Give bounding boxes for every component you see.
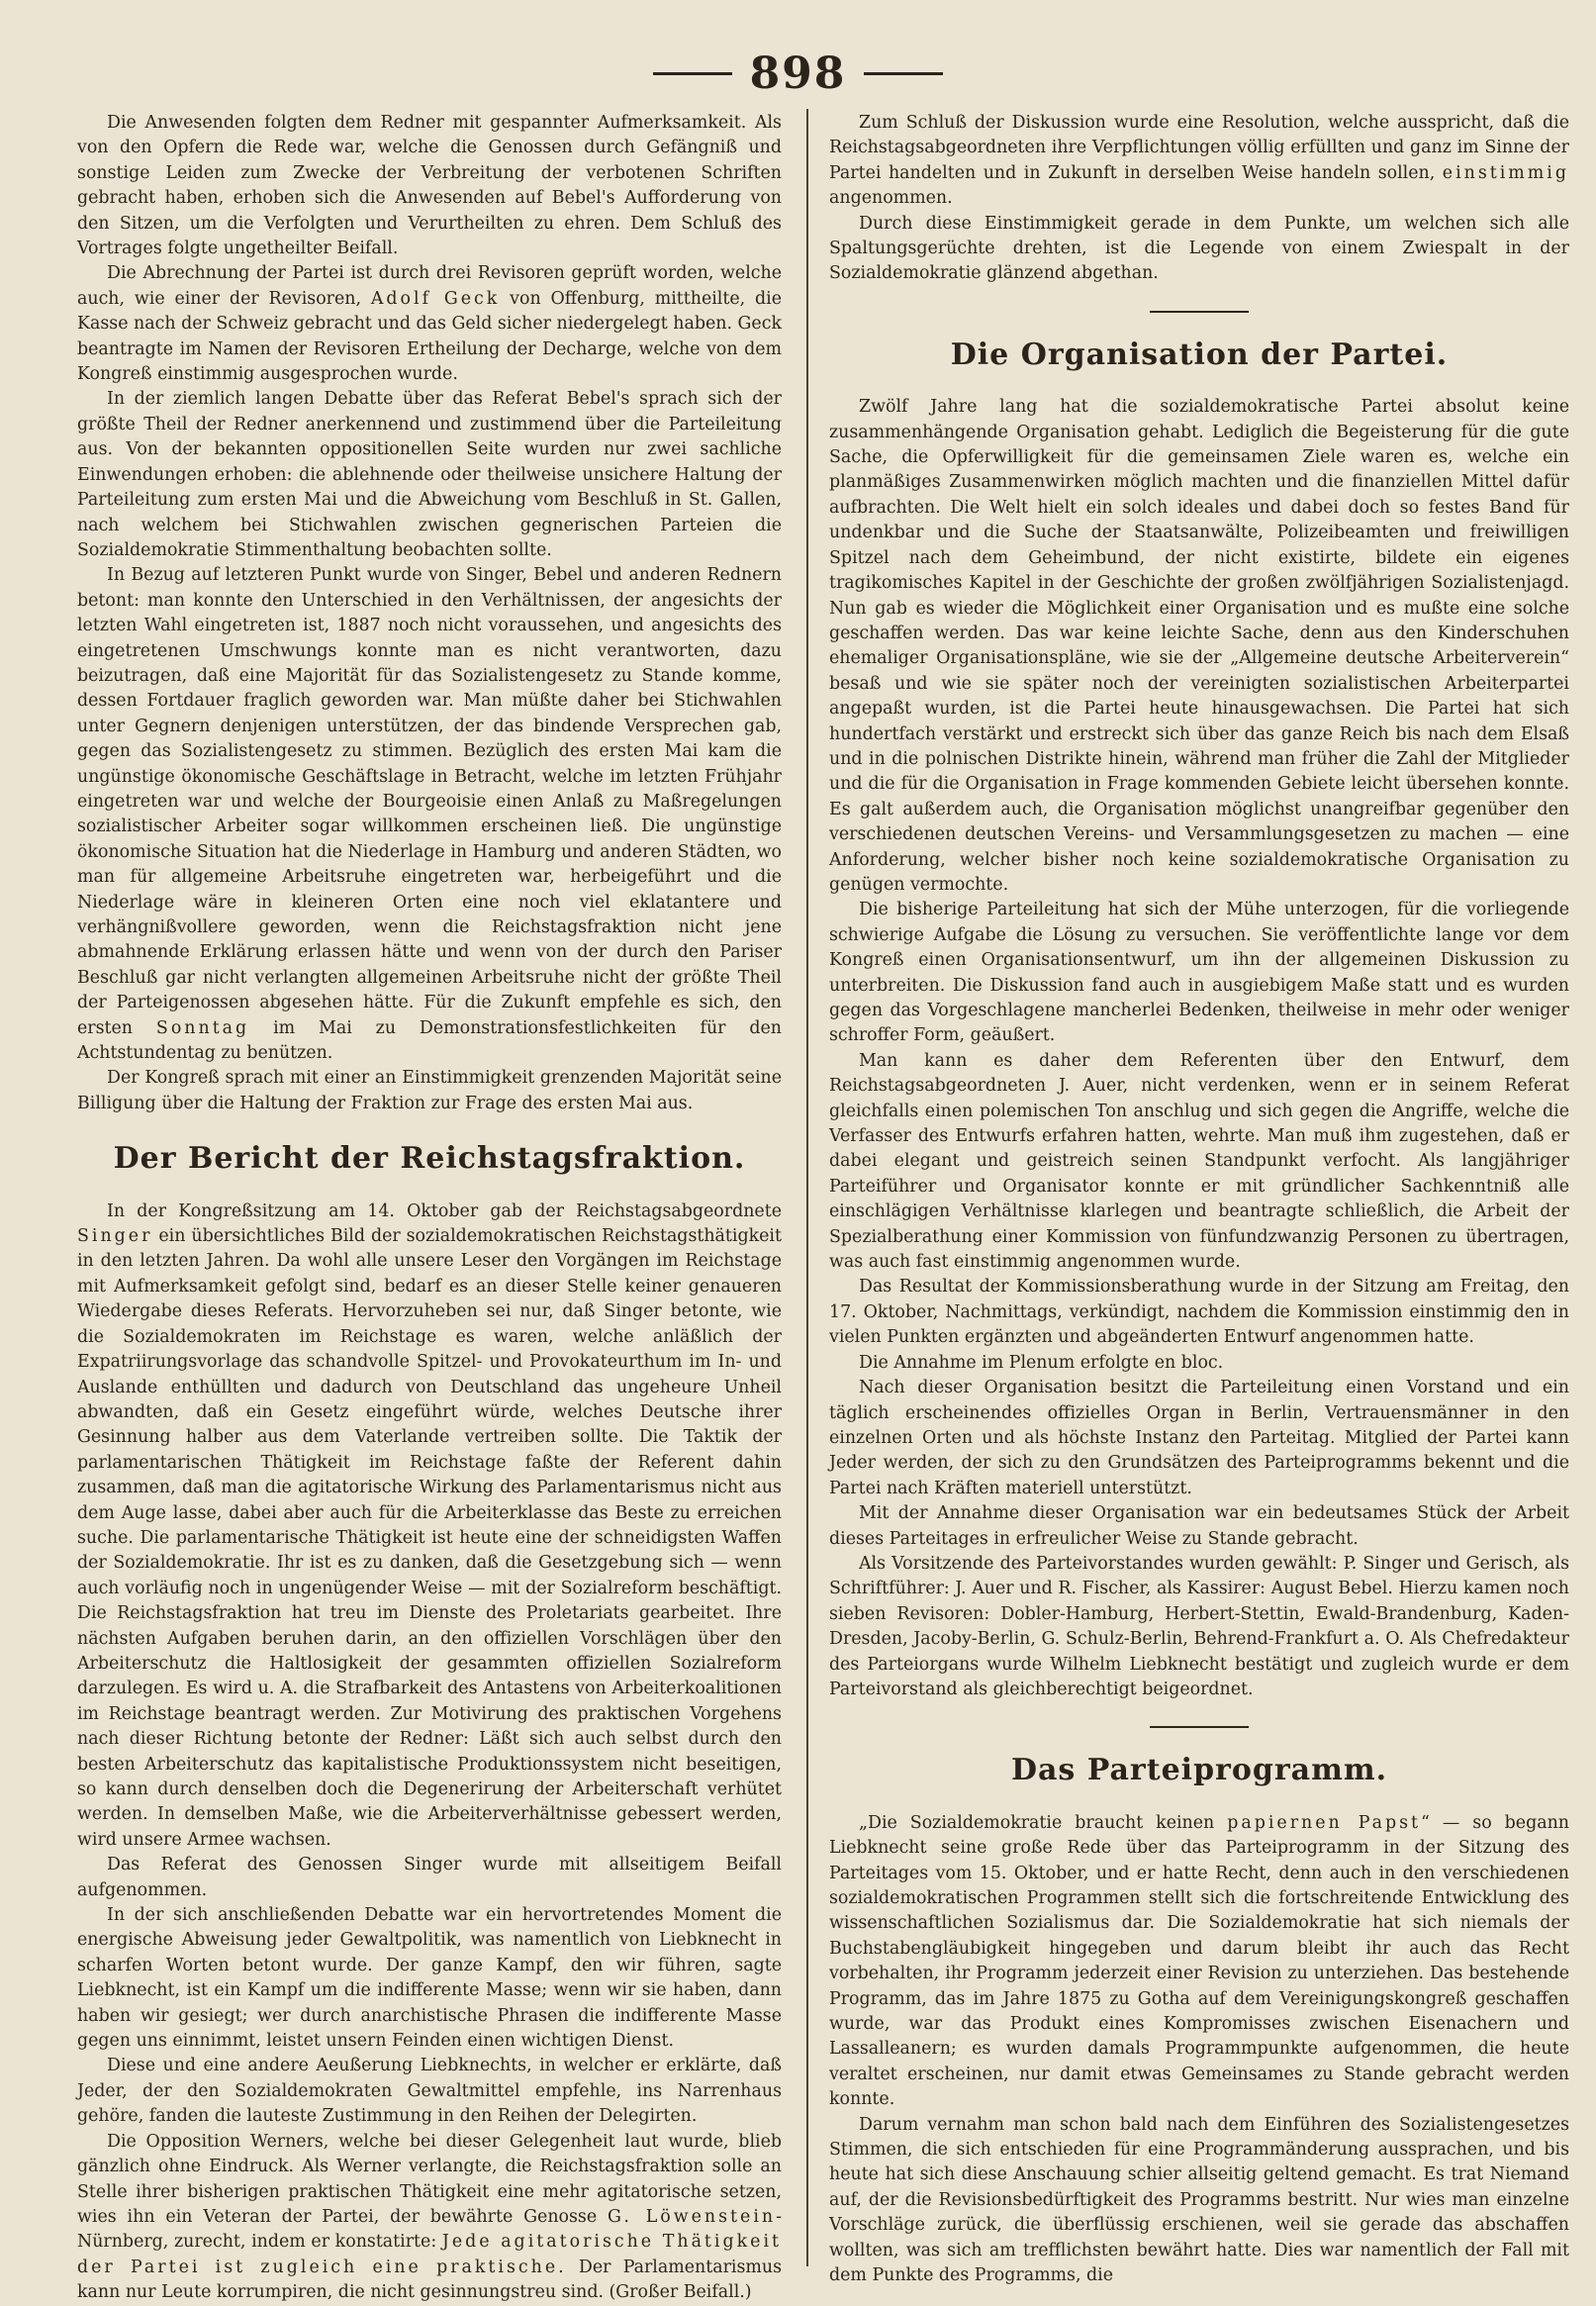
quote-spaced: Jede agitatorische Thätigkeit der Partei ist zugleich eine praktische. xyxy=(77,2232,782,2277)
paragraph: Die Opposition Werners, welche bei dieser Gelegenheit laut wurde, blieb gänzlich ohne Eindruck. Als Werner verlangte, die Reichstagsfraktion solle an Stelle ihrer bisherigen praktischen Thätigkeit eine mehr agitatorische setzen, wies ihn ein Veteran der Partei, der bewährte Genosse G. Löwenstein-Nürnberg, zurecht, indem er konstatirte: Jede agitatorische Thätigkeit der Partei ist zugleich eine praktische. Der Parlamentarismus kann nur Leute korrumpiren, die nicht gesinnungstreu sind. (Großer Beifall.) xyxy=(77,2131,782,2303)
section-separator xyxy=(1150,311,1249,313)
paragraph: Die bisherige Parteileitung hat sich der Mühe unterzogen, für die vorliegende schwierige Aufgabe die Lösung zu versuchen. Sie veröffentlichte lange vor dem Kongreß einen Organisationsentwurf, um ihn der allgemeinen Diskussion zu unterbreiten. Die Diskussion fand auch in ausgiebigem Maße statt und es wurden gegen das Vorgeschlagene mancherlei Bedenken, theilweise in mehr oder weniger schroffer Form, geäußert. xyxy=(829,900,1569,1046)
emphasis-spaced: Sonntag xyxy=(155,1017,250,1038)
section-heading: Das Parteiprogramm. xyxy=(1010,1753,1388,1788)
paragraph: Als Vorsitzende des Parteivorstandes wurden gewählt: P. Singer und Gerisch, als Schriftführer: J. Auer und R. Fischer, als Kassirer: August Bebel. Hierzu kamen noch sieben Revisoren: Dobler-Hamburg, Herbert-Stettin, Ewald-Brandenburg, Kaden-Dresden, Jacoby-Berlin, G. Schulz-Berlin, Behrend-Frankfurt a. O. Als Chefredakteur des Parteiorgans wurde Wilhelm Liebknecht bestätigt und zugleich wurde er dem Parteivorstand als gleichberechtigt beigeordnet. xyxy=(829,1553,1569,1699)
paragraph: Mit der Annahme dieser Organisation war ein bedeutsames Stück der Arbeit dieses Parteitages in erfreulicher Weise zu Stande gebracht. xyxy=(829,1503,1569,1549)
paragraph: In der sich anschließenden Debatte war ein hervortretendes Moment die energische Abweisung jeder Gewaltpolitik, was namentlich von Liebknecht in scharfen Worten betont wurde. Der ganze Kampf, den wir führen, sagte Liebknecht, ist ein Kampf um die indifferente Masse; wenn wir sie haben, dann haben wir gesiegt; wer durch anarchistische Phrasen die indifferente Masse gegen uns einnimmt, leistet unsern Feinden einen wichtigen Dienst. xyxy=(77,1905,782,2052)
column-divider xyxy=(806,109,808,2266)
paragraph: Diese und eine andere Aeußerung Liebknechts, in welcher er erklärte, daß Jeder, der den Sozialdemokraten Gewaltmittel empfehle, ins Narrenhaus gehöre, fanden die lauteste Zustimmung in den Reihen der Delegirten. xyxy=(77,2056,782,2127)
paragraph: Darum vernahm man schon bald nach dem Einführen des Sozialistengesetzes Stimmen, die sich entschieden für eine Programmänderung aussprachen, und bis heute hat sich diese Anschauung schier allseitig geltend gemacht. Es trat Niemand auf, der die Revisionsbedürftigkeit des Programms bestritt. Nur wies man einzelne Vorschläge zurück, die überflüssig erschienen, weil sie gerade das abschaffen wollten, was sich am trefflichsten bewährt hatte. Dies war namentlich der Fall mit dem Punkte des Programms, die xyxy=(829,2114,1569,2286)
paragraph: In der Kongreßsitzung am 14. Oktober gab der Reichstagsabgeordnete Singer ein übersichtliches Bild der sozialdemokratischen Reichstagsthätigkeit in den letzten Jahren. Da wohl alle unsere Leser den Vorgängen im Reichstage mit Aufmerksamkeit gefolgt sind, bedarf es an dieser Stelle keiner genaueren Wiedergabe dieses Referats. Hervorzuheben sei nur, daß Singer betonte, wie die Sozialdemokraten im Reichstage es waren, welche anläßlich der Expatriirungsvorlage das schandvolle Spitzel- und Provokateurthum im In- und Auslande enthüllten und dadurch von Deutschland das ungeheure Unheil abwandten, daß ein Gesetz eingeführt würde, welches Deutsche ihrer Gesinnung halber aus dem Vaterlande vertreiben sollte. Die Taktik der parlamentarischen Thätigkeit im Reichstage faßte der Referent dahin zusammen, daß man die agitatorische Wirkung des Parlamentarismus nicht aus dem Auge lasse, dabei aber auch für die Arbeiterklasse das Beste zu erreichen suche. Die parlamentarische Thätigkeit ist heute eine der schneidigsten Waffen der Sozialdemokratie. Ihr ist es zu danken, daß die Gesetzgebung sich — wenn auch vorläufig noch in ungenügender Weise — mit der Sozialreform beschäftigt. Die Reichstagsfraktion hat treu im Dienste des Proletariats gearbeitet. Ihre nächsten Aufgaben beruhen darin, an den offiziellen Vorschlägen über den Arbeiterschutz die Haltlosigkeit der gesammten offiziellen Sozialreform darzulegen. Es wird u. A. die Strafbarkeit des Antastens von Arbeiterkoalitionen im Reichstage beantragt werden. Zur Motivirung des praktischen Vorgehens nach dieser Richtung betonte der Redner: Läßt sich auch selbst durch den besten Arbeiterschutz das kapitalistische Produktionssystem nicht beseitigen, so kann durch denselben doch die Degenerirung der Arbeiterschaft verhütet werden. In demselben Maße, wie die Arbeiterverhältnisse gebessert werden, wird unsere Armee wachsen. xyxy=(77,1201,782,1850)
name-spaced: G. Löwenstein xyxy=(608,2206,777,2227)
paragraph: In der ziemlich langen Debatte über das Referat Bebel's sprach sich der größte Theil der Redner anerkennend und zustimmend über die Parteileitung aus. Von der bekannten oppositionellen Seite wurden nur zwei sachliche Einwendungen erhoben: die ablehnende oder theilweise unsichere Haltung der Parteileitung zum ersten Mai und die Abweichung vom Beschluß in St. Gallen, nach welchem bei Stichwahlen zwischen gegnerischen Parteien die Sozialdemokratie Stimmenthaltung beobachten sollte. xyxy=(77,389,782,560)
paragraph: Der Kongreß sprach mit einer an Einstimmigkeit grenzenden Majorität seine Billigung über die Haltung der Fraktion zur Frage des ersten Mai aus. xyxy=(77,1068,782,1113)
paragraph: Die Annahme im Plenum erfolgte en bloc. xyxy=(859,1352,1224,1373)
paragraph: Zwölf Jahre lang hat die sozialdemokratische Partei absolut keine zusammenhängende Organisation gehabt. Lediglich die Begeisterung für die gute Sache, die Opferwilligkeit für die gemeinsamen Ziele waren es, welche ein planmäßiges Zusammenwirken möglich machten und die finanziellen Mittel dafür aufbrachten. Die Welt hielt ein solch ideales und dabei doch so festes Band für undenkbar und die Suche der Staatsanwälte, Polizeibeamten und freiwilligen Spitzel nach dem Geheimbund, der nicht existirte, bildete ein eigenes tragikomisches Kapitel in der Geschichte der großen zwölfjährigen Sozialistenjagd. Nun gab es wieder die Möglichkeit einer Organisation und es mußte eine solche geschaffen werden. Das war keine leichte Sache, denn aus den Kinderschuhen ehemaliger Organisationspläne, wie sie der „Allgemeine deutsche Arbeiterverein“ besaß und wie sie später noch der vereinigten sozialistischen Arbeiterpartei angepaßt wurden, ist die Partei heute hinausgewachsen. Die Partei hat sich hundertfach verstärkt und erstreckt sich über das ganze Reich bis nach dem Elsaß und in die polnischen Distrikte hinein, während man früher die Zahl der Mitglieder und die für die Organisation in Frage kommenden Gebiete leicht übersehen konnte. Es galt außerdem auch, die Organisation möglichst unangreifbar gegenüber den verschiedenen deutschen Vereins- und Versammlungsgesetzen zu machen — eine Anforderung, welcher bisher noch keine sozialdemokratische Organisation zu genügen vermochte. xyxy=(829,397,1569,895)
right-column xyxy=(829,111,1569,2286)
section-separator xyxy=(1150,1726,1249,1728)
paragraph: Zum Schluß der Diskussion wurde eine Resolution, welche ausspricht, daß die Reichstagsabgeordneten ihre Verpflichtungen völlig erfüllten und ganz im Sinne der Partei handelten und in Zukunft in derselben Weise handeln sollen, einstimmig angenommen. xyxy=(829,113,1569,209)
paragraph: Die Anwesenden folgten dem Redner mit gespannter Aufmerksamkeit. Als von den Opfern die Rede war, welche die Genossen durch Gefängniß und sonstige Leiden zum Zwecke der Verbreitung der verbotenen Schriften gebracht haben, erhoben sich die Anwesenden auf Bebel's Aufforderung von den Sitzen, um die Verfolgten und Verurtheilten zu ehren. Dem Schluß des Vortrages folgte ungetheilter Beifall. xyxy=(77,113,782,259)
paragraph: Nach dieser Organisation besitzt die Parteileitung einen Vorstand und ein täglich erscheinendes offizielles Organ in Berlin, Vertrauensmänner in den einzelnen Orten und als höchste Instanz den Parteitag. Mitglied der Partei kann Jeder werden, der sich zu den Grundsätzen des Parteiprogramms bekennt und die Partei nach Kräften materiell unterstützt. xyxy=(829,1378,1569,1498)
paragraph: In Bezug auf letzteren Punkt wurde von Singer, Bebel und anderen Rednern betont: man konnte den Unterschied in den Verhältnissen, der angesichts der letzten Wahl eingetreten ist, 1887 noch nicht voraussehen, und angesichts des eingetretenen Umschwungs konnte man es nicht verantworten, dazu beizutragen, daß eine Majorität für das Sozialistengesetz zu Stande komme, dessen Fortdauer fraglich geworden war. Man müßte daher bei Stichwahlen unter Gegnern denjenigen unterstützen, der das bindende Versprechen gab, gegen das Sozialistengesetz zu stimmen. Bezüglich des ersten Mai kam die ungünstige ökonomische Geschäftslage in Betracht, welche im letzten Frühjahr eingetreten war und welche der Bourgeoisie einen Anlaß zu Maßregelungen sozialistischer Arbeiter sogar willkommen erscheinen ließ. Die ungünstige ökonomische Situation hat die Niederlage in Hamburg und anderen Städten, wo man für allgemeine Arbeitsruhe eingetreten war, herbeigeführt und die Niederlage wäre in kleineren Orten eine noch viel eklatantere und verhängnißvollere geworden, wenn die Reichstagsfraktion nicht jene abmahnende Erklärung erlassen hätte und wenn von der durch den Pariser Beschluß gar nicht verlangten allgemeinen Arbeitsruhe nicht der größte Theil der Parteigenossen abgesehen hätte. Für die Zukunft empfehle es sich, den ersten Sonntag im Mai zu Demonstrationsfestlichkeiten für den Achtstundentag zu benützen. xyxy=(77,565,782,1064)
paragraph: Das Referat des Genossen Singer wurde mit allseitigem Beifall aufgenommen. xyxy=(77,1855,782,1900)
paragraph: „Die Sozialdemokratie braucht keinen papiernen Papst“ — so begann Liebknecht seine große Rede über das Parteiprogramm in der Sitzung des Parteitages vom 15. Oktober, und er hatte Recht, denn auch in den verschiedenen sozialdemokratischen Programmen stellt sich die fortschreitende Entwicklung des wissenschaftlichen Sozialismus dar. Die Sozialdemokratie hat sich niemals der Buchstabengläubigkeit hingegeben und darum bleibt ihr auch das Recht vorbehalten, ihr Programm jederzeit einer Revision zu unterziehen. Das bestehende Programm, das im Jahre 1875 zu Gotha auf dem Vereinigungskongreß geschaffen wurde, war das Produkt eines Kompromisses zwischen Eisenachern und Lassalleanern; es wurden damals Programmpunkte aufgenommen, die heute veraltet erscheinen, nur damit etwas Gemeinsames zu Stande gebracht werden konnte. xyxy=(829,1812,1569,2110)
emphasis-spaced: einstimmig xyxy=(1442,162,1569,183)
page-number: 898 xyxy=(749,48,847,99)
emphasis-spaced: papiernen Papst xyxy=(1227,1812,1422,1833)
left-column xyxy=(77,111,782,2303)
paragraph: Die Abrechnung der Partei ist durch drei Revisoren geprüft worden, welche auch, wie einer der Revisoren, Adolf Geck von Offenburg, mittheilte, die Kasse nach der Schweiz gebracht und das Geld sicher niedergelegt haben. Geck beantragte im Namen der Revisoren Ertheilung der Decharge, welche von dem Kongreß einstimmig ausgesprochen wurde. xyxy=(77,263,782,385)
section-heading: Die Organisation der Partei. xyxy=(950,336,1449,372)
name-spaced: Adolf Geck xyxy=(370,288,501,309)
paragraph: Das Resultat der Kommissionsberathung wurde in der Sitzung am Freitag, den 17. Oktober, Nachmittags, verkündigt, nachdem die Kommission einstimmig den in vielen Punkten ergänzten und abgeänderten Entwurf angenommen hatte. xyxy=(829,1277,1569,1348)
paragraph: Durch diese Einstimmigkeit gerade in dem Punkte, um welchen sich alle Spaltungsgerüchte drehten, ist die Legende von einem Zwiespalt in der Sozialdemokratie glänzend abgethan. xyxy=(829,213,1569,284)
section-heading: Der Bericht der Reichstagsfraktion. xyxy=(113,1141,746,1177)
header-rule-left xyxy=(653,72,732,75)
name-spaced: Singer xyxy=(77,1226,153,1247)
header-rule-right xyxy=(864,72,943,75)
paragraph: Man kann es daher dem Referenten über den Entwurf, dem Reichstagsabgeordneten J. Auer, nicht verdenken, wenn er in seinem Referat gleichfalls einen polemischen Ton anschlug und sich gegen die Angriffe, welche die Verfasser des Entwurfs erfahren hatten, wehrte. Man muß ihm zugestehen, daß er dabei elegant und geistreich seinen Standpunkt verfocht. Als langjähriger Parteiführer und Organisator konnte er mit gründlicher Sachkenntniß alle einschlägigen Verhältnisse klarlegen und beantragte schließlich, die Arbeit der Spezialberathung einer Kommission von fünfundzwanzig Personen zu übertragen, was auch fast einstimmig angenommen wurde. xyxy=(829,1050,1569,1273)
page-header xyxy=(0,44,1596,103)
